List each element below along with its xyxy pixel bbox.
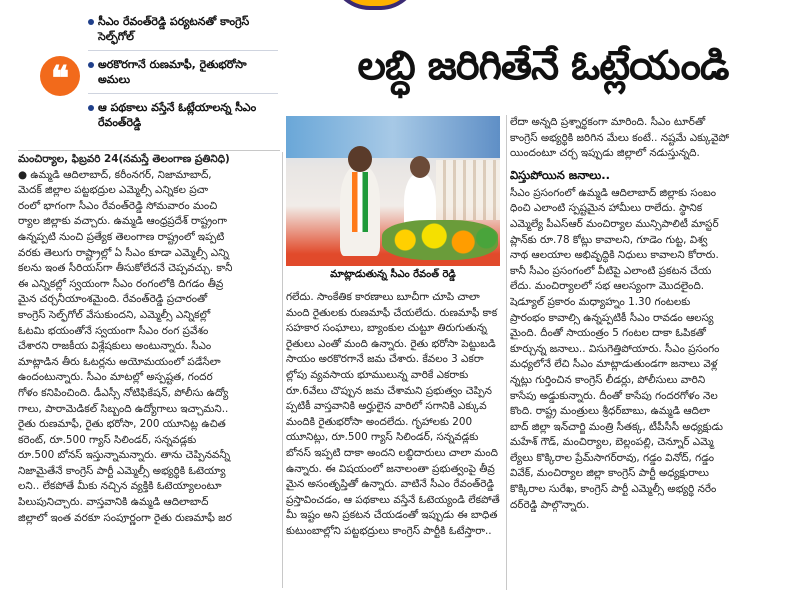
article-line: కాంగ్రెస్ అభ్యర్థికి జరిగిన మేలు కంటే.. నష్టమే ఎక్కువైపో (510, 131, 729, 144)
article-column-3 (510, 115, 788, 590)
article-line: నిజామైతేనే కాంగ్రెస్ పార్టీ ఎమ్మెల్సీ అభ్యర్థికి ఓటెయ్యా (18, 464, 226, 477)
article-line: కొంది. రాష్ట్ర మంత్రులు శ్రీధర్‌బాబు, ఉమ్మడి ఆదిలా (510, 405, 710, 418)
highlights-list (88, 14, 278, 142)
article-line: మహేశ్ గౌడ్, మంచిర్యాల, బెల్లంపల్లి, చెన్నూర్ ఎమ్మె (510, 436, 714, 449)
article-line: ఈ ఎన్నికల్లో స్వయంగా సీఎం రంగంలోకి దిగడం తీవ్ర (18, 277, 224, 290)
column-divider (506, 115, 507, 590)
article-line: రూ.500 బోనస్ ఇస్తున్నామన్నారు. తాను చెప్పినవన్నీ (18, 449, 231, 462)
article-column-1 (18, 152, 278, 588)
highlight-item: అరకొరగానే రుణమాఫీ, రైతుభరోసా అమలు (88, 57, 278, 94)
article-line: రైతులు ఎంతో మంది ఉన్నారు. రైతు భరోసా పెట్టుబడి (286, 337, 496, 350)
article-line: న్నట్లు గుర్తించిన కాంగ్రెస్ లీడర్లు, పోలీసులు వారిని (510, 373, 706, 386)
article-line: నాథ ఆలయాల అభివృద్ధికి నిధులు కావాలని కోరారు. (510, 249, 719, 262)
article-line: ప్రస్తావించడం, ఆ పథకాలు వస్తేనే ఓటెయ్యండి లేకపోతే (286, 493, 500, 506)
article-line: షెడ్యూల్ ప్రకారం మధ్యాహ్నం 1.30 గంటలకు (510, 295, 691, 308)
article-line: సీఎం ప్రసంగంలో ఉమ్మడి ఆదిలాబాద్ జిల్లాకు సంబం (510, 186, 717, 199)
article-line: సహకార సంఘాలు, బ్యాంకుల చుట్టూ తిరుగుతున్న (286, 322, 488, 335)
article-line: ● ఉమ్మడి ఆదిలాబాద్, కరీంనగర్, నిజామాబాద్, (18, 168, 212, 181)
article-line: పిలుపునిచ్చారు. వాస్తవానికి ఉమ్మడి ఆదిలాబాద్ (18, 496, 209, 509)
article-line: కరెంట్, రూ.500 గ్యాస్ సిలిండర్, సన్నవడ్లకు (18, 433, 197, 446)
article-line: లేదు. మంచిర్యాలలో సభ ఆలస్యంగా మొదలైంది. (510, 280, 705, 293)
article-line: దర్‌రెడ్డి పాల్గొన్నారు. (510, 498, 590, 511)
article-line: యూనిట్లు, రూ.500 గ్యాస్ సిలిండర్, సన్నవడ్లకు (286, 431, 479, 444)
photo-caption: మాట్లాడుతున్న సీఎం రేవంత్ రెడ్డి (330, 269, 456, 280)
article-line: ఓటమి భయంతోనే స్వయంగా సీఎం రంగ ప్రవేశం (18, 324, 209, 337)
article-line: కుటుంబాల్లోని పట్టభద్రులు కాంగ్రెస్ పార్టీకి ఓటేస్తారా.. (286, 524, 492, 537)
article-line: ఎమ్మెల్యే పీఎస్ఆర్ మంచిర్యాల మున్సిపాలిటీ మాస్టర్ (510, 217, 719, 230)
article-line: మంచిర్యాల, ఫిబ్రవరి 24(నమస్తే తెలంగాణ ప్రతినిధి) (18, 153, 230, 165)
speaker-head (348, 146, 372, 172)
article-line: చేశారని రాజకీయ విశ్లేషకులు అంటున్నారు. సీఎం (18, 340, 212, 353)
article-line: రైతు రుణమాఫీ, రైతు భరోసా, 200 యూనిట్ల ఉచిత (18, 418, 226, 431)
article-line: రూ.6వేలు చొప్పున జమ చేశామని ప్రభుత్వం చెప్పిన (286, 384, 492, 397)
column-divider (282, 152, 283, 588)
article-line: ఉన్నారు. ఈ విషయంలో జనాలంతా ప్రభుత్వంపై తీవ్ర (286, 462, 495, 475)
article-line: లేదా అన్నది ప్రశ్నార్థకంగా మారింది. సీఎం టూర్‌తో (510, 116, 706, 128)
article-line: రంలో భాగంగా సీఎం రేవంత్‌రెడ్డి సోమవారం మంచి (18, 199, 218, 212)
article-line: సాయం అరకొరగానే జమ చేశారు. కేవలం 3 ఎకరా (286, 353, 484, 366)
article-line: ప్పటికీ వాస్తవానికి అర్హులైన వారిలో సగానికి ఎక్కువ (286, 400, 487, 413)
quote-icon: ❝ (40, 56, 80, 96)
article-line: ల్యేలు కొక్కిరాల ప్రేమ్‌సాగర్‌రావు, గడ్డం వినోద్, గడ్డం (510, 451, 715, 464)
article-line: ఉన్నప్పటి నుంచి ప్రత్యేక తెలంగాణ రాష్ట్రంలో ఇప్పటి (18, 230, 225, 243)
party-scarf (352, 172, 368, 232)
leader-head (410, 156, 430, 178)
article-line: కలను ఇంత సీరియస్‌గా తీసుకోలేదనే చెప్పవచ్చు. కానీ (18, 262, 233, 275)
article-line: లని.. లేకపోతే మీకు నచ్చిన వ్యక్తికి ఓటెయ్యాలంటూ (18, 480, 222, 493)
newspaper-emblem (330, 0, 420, 10)
article-line: గలేదు. సాంకేతిక కారణాలు బూచీగా చూపి చాలా (286, 291, 480, 303)
article-line: ప్రారంభం కావాల్సి ఉన్నప్పటికీ సీఎం రావడం ఆలస్య (510, 311, 714, 324)
article-line: ర్యాల జిల్లాకు వచ్చారు. ఉమ్మడి ఆంధ్రప్రదేశ్ రాష్ట్రంగా (18, 215, 227, 228)
article-line: మందికి రైతుభరోసా అందలేదు. గృహాలకు 200 (286, 415, 473, 428)
article-line: యిందంటూ చర్చ ఇప్పుడు జిల్లాలో నడుస్తున్నది. (510, 147, 700, 160)
article-line: కాంగ్రెస్ సెల్ఫ్‌గోల్ వేసుకుందని, ఎమ్మెల్సీ ఎన్నికల్లో (18, 308, 211, 321)
article-line: వివేక్, మంచిర్యాల జిల్లా కాంగ్రెస్ పార్టీ అధ్యక్షురాలు (510, 467, 710, 480)
headline: లబ్ధి జరిగితేనే ఓట్లేయండి (357, 43, 729, 89)
article-line: మీ ఇష్టం అని ప్రకటన చేయడంతో ఇప్పుడు ఈ బాధిత (286, 509, 498, 522)
article-line: మధ్యలోనే లేచి సీఎం మాట్లాడుతుండగా జనాలు వెళ్ల (510, 358, 718, 371)
stage-banner (286, 116, 500, 158)
highlight-item: సీఎం రేవంత్‌రెడ్డి పర్యటనతో కాంగ్రెస్ సెల్ఫ్‌గోల్ (88, 14, 278, 51)
article-line: ప్లాన్‌కు రూ.78 కోట్లు కావాలని, గూడెం గుట్ట, విశ్వ (510, 233, 708, 246)
flower-bouquet (382, 220, 498, 260)
article-line: కానీ సీఎం ప్రసంగంలో వీటిపై ఎలాంటి ప్రకటన చేయ (510, 264, 712, 277)
article-line: మైంది. దీంతో సాయంత్రం 5 గంటల దాకా ఓపికతో (510, 327, 706, 340)
article-line: మంది రైతులకు రుణమాఫీ చేయలేదు. రుణమాఫీ కాక (286, 306, 498, 319)
article-line: మెదక్ జిల్లాల పట్టభద్రుల ఎమ్మెల్సీ ఎన్నికల ప్రచా (18, 184, 209, 197)
section-divider (18, 150, 280, 151)
article-line: కూర్చున్న జనాలు.. విసుగెత్తిపోయారు. సీఎం ప్రసంగం (510, 342, 720, 355)
article-line: బోనస్ ఇప్పటి దాకా అందని లబ్ధిదారులు చాలా మంది (286, 446, 498, 459)
article-line: వరకు తెలుగు రాష్ట్రాల్లో ఏ సీఎం కూడా ఎమ్మెల్సీ ఎన్ని (18, 246, 229, 259)
article-line: మాట్లాడిన తీరు ఓటర్లను అయోమయంలో పడేసేలా (18, 355, 221, 368)
subheading: విస్తుపోయిన జనాలు.. (510, 167, 611, 182)
article-line: ధించి ఎలాంటి స్పష్టమైన హామీలు రాలేదు. స్థానిక (510, 202, 703, 215)
article-column-2 (286, 290, 504, 588)
article-line: ఉందంటున్నారు. సీఎం మాటల్లో అస్పష్టత, గందర (18, 371, 213, 384)
news-photo (286, 116, 500, 266)
article-line: కొక్కిరాల సురేఖ, కాంగ్రెస్ పార్టీ ఎమ్మెల్సీ అభ్యర్థి నరేం (510, 483, 717, 496)
article-line: ల్లోపు వ్యవసాయ భూములున్న వారికే ఎకరాకు (286, 368, 469, 381)
article-line: గాలు, పారామెడికల్ సిబ్బంది ఉద్యోగాలు ఇచ్చామని.. (18, 402, 229, 415)
article-line: గోళం కనిపించింది. డీఎస్సీ నోటిఫికేషన్, పోలీసు ఉద్యో (18, 386, 229, 399)
highlight-item: ఆ పథకాలు వస్తేనే ఓట్లేయాలన్న సీఎం రేవంత్‌రెడ్డి (88, 100, 278, 136)
article-line: మైన చర్చనీయాంశమైంది. రేవంత్‌రెడ్డి ప్రచారంతో (18, 293, 208, 306)
highlights-box (18, 10, 280, 152)
article-line: మైన అసంతృప్తితో ఉన్నారు. వాటినే సీఎం రేవంత్‌రెడ్డి (286, 478, 495, 491)
crowd (436, 160, 500, 220)
article-line: కాసేపు అడ్డుకున్నారు. దీంతో కాసేపు గందరగోళం నెల (510, 389, 718, 402)
article-line: బాద్ జిల్లా ఇన్‌చార్జి మంత్రి సీతక్క, టీపీసీసీ అధ్యక్షుడు (510, 420, 723, 433)
article-line: జిల్లాలో ఇంత వరకూ సంపూర్ణంగా రైతు రుణమాఫీ జర (18, 511, 232, 524)
